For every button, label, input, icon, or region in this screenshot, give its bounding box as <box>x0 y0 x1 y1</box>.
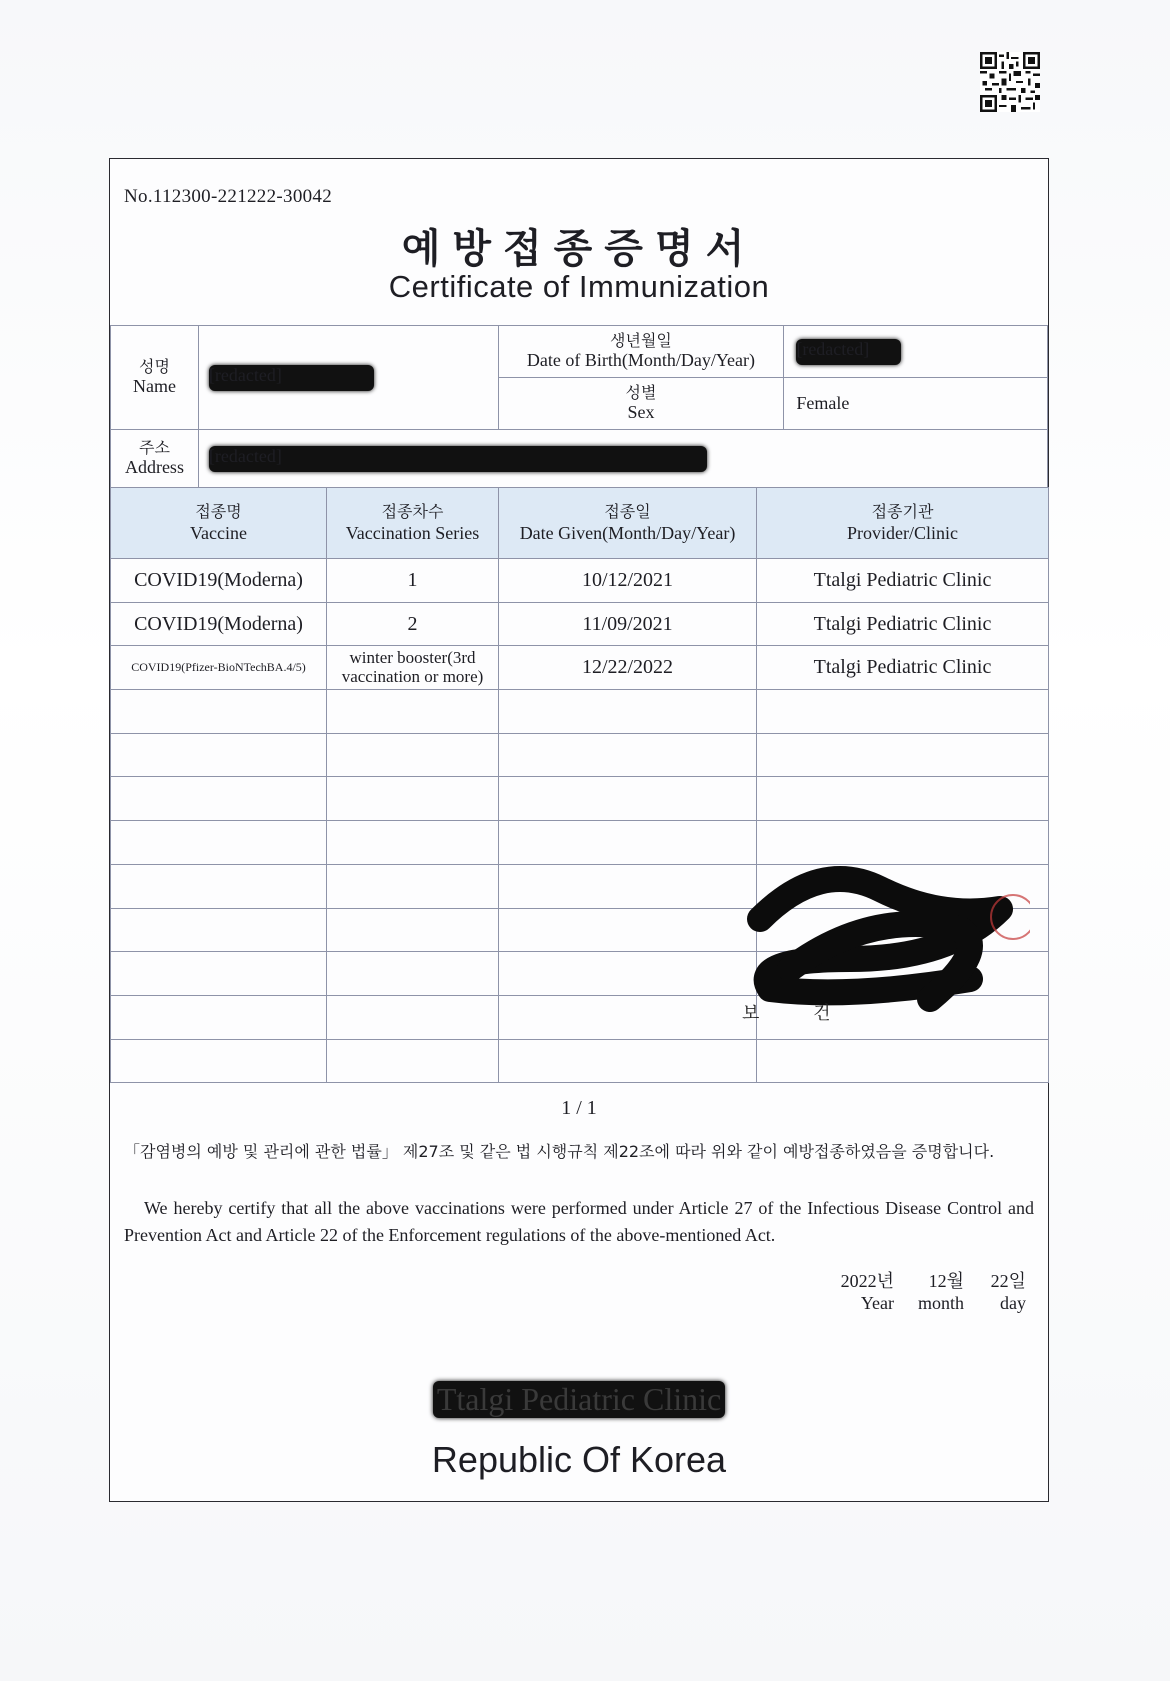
page-number: 1 / 1 <box>561 1097 597 1119</box>
stamp-text-fragment: 보 건 <box>742 1003 855 1024</box>
series-cell: 1 <box>327 559 499 603</box>
dob-label: 생년월일 Date of Birth(Month/Day/Year) <box>498 326 784 378</box>
address-label: 주소 Address <box>111 430 199 488</box>
issuer-name-redacted: Ttalgi Pediatric Clinic <box>433 1381 725 1418</box>
empty-cell <box>111 733 327 777</box>
empty-cell <box>327 1039 499 1083</box>
empty-cell <box>111 864 327 908</box>
empty-cell <box>327 908 499 952</box>
header-date: 접종일 Date Given(Month/Day/Year) <box>499 488 757 559</box>
empty-cell <box>499 777 757 821</box>
provider-cell: Ttalgi Pediatric Clinic <box>757 646 1049 690</box>
country: Republic Of Korea <box>431 1439 727 1480</box>
month-en: month <box>917 1293 964 1313</box>
day-en: day <box>1000 1293 1026 1313</box>
header-series: 접종차수 Vaccination Series <box>327 488 499 559</box>
name-redaction: [redacted] <box>209 365 374 391</box>
empty-cell <box>499 995 757 1039</box>
provider-cell: Ttalgi Pediatric Clinic <box>757 559 1049 603</box>
empty-cell <box>327 733 499 777</box>
issue-date <box>830 1267 1026 1314</box>
empty-table-row <box>111 777 1049 821</box>
series-cell: 2 <box>327 602 499 646</box>
sex-label: 성별 Sex <box>498 378 784 430</box>
empty-cell <box>111 821 327 865</box>
address-redaction: [redacted] <box>209 446 707 472</box>
empty-cell <box>499 952 757 996</box>
empty-cell <box>499 908 757 952</box>
qr-code <box>980 52 1040 112</box>
empty-cell <box>499 733 757 777</box>
sex-value: Female <box>784 378 1048 430</box>
date-cell: 10/12/2021 <box>499 559 757 603</box>
address-value <box>198 430 1047 488</box>
empty-table-row <box>111 1039 1049 1083</box>
empty-cell <box>111 908 327 952</box>
personal-info-table <box>110 325 1048 488</box>
issuer <box>110 1381 1048 1418</box>
empty-cell <box>757 1039 1049 1083</box>
title-korean: 예방접종증명서 <box>401 226 757 272</box>
empty-cell <box>499 1039 757 1083</box>
empty-cell <box>111 952 327 996</box>
name-label: 성명 Name <box>111 326 199 430</box>
empty-cell <box>327 821 499 865</box>
empty-cell <box>327 952 499 996</box>
vaccine-cell: COVID19(Pfizer-BioNTechBA.4/5) <box>111 646 327 690</box>
dob-value <box>784 326 1048 378</box>
header-vaccine: 접종명 Vaccine <box>111 488 327 559</box>
empty-cell <box>111 1039 327 1083</box>
header-provider: 접종기관 Provider/Clinic <box>757 488 1049 559</box>
table-row <box>111 646 1049 690</box>
empty-cell <box>757 777 1049 821</box>
empty-cell <box>327 995 499 1039</box>
certificate <box>109 158 1049 1502</box>
dob-redaction: [redacted] <box>796 339 901 365</box>
document-number: No.112300-221222-30042 <box>124 186 333 207</box>
empty-cell <box>111 777 327 821</box>
empty-cell <box>499 864 757 908</box>
year-en: Year <box>860 1293 894 1313</box>
empty-cell <box>499 821 757 865</box>
empty-cell <box>111 995 327 1039</box>
empty-table-row <box>111 690 1049 734</box>
certification-text-english: We hereby certify that all the above vaccinations were performed under Article 27 of the Infectious Disease Control and Prevention Act and Article 22 of the Enforcement regulations of the above-mentioned Act. <box>124 1198 1034 1245</box>
empty-cell <box>111 690 327 734</box>
vaccine-cell: COVID19(Moderna) <box>111 602 327 646</box>
month-ko: 12월 <box>928 1271 964 1291</box>
empty-table-row <box>111 733 1049 777</box>
date-cell: 12/22/2022 <box>499 646 757 690</box>
name-value <box>198 326 498 430</box>
vaccine-cell: COVID19(Moderna) <box>111 559 327 603</box>
table-row <box>111 602 1049 646</box>
empty-cell <box>757 690 1049 734</box>
empty-cell <box>499 690 757 734</box>
empty-cell <box>327 690 499 734</box>
empty-cell <box>757 733 1049 777</box>
date-cell: 11/09/2021 <box>499 602 757 646</box>
certification-text-korean: 「감염병의 예방 및 관리에 관한 법률」 제27조 및 같은 법 시행규칙 제22조에 따라 위와 같이 예방접종하였음을 증명합니다. <box>124 1142 995 1161</box>
empty-cell <box>327 777 499 821</box>
series-cell: winter booster(3rd vaccination or more) <box>327 646 499 690</box>
empty-cell <box>327 864 499 908</box>
provider-cell: Ttalgi Pediatric Clinic <box>757 602 1049 646</box>
year-ko: 2022년 <box>840 1271 894 1291</box>
day-ko: 22일 <box>990 1271 1026 1291</box>
table-row <box>111 559 1049 603</box>
title-english: Certificate of Immunization <box>388 269 770 304</box>
